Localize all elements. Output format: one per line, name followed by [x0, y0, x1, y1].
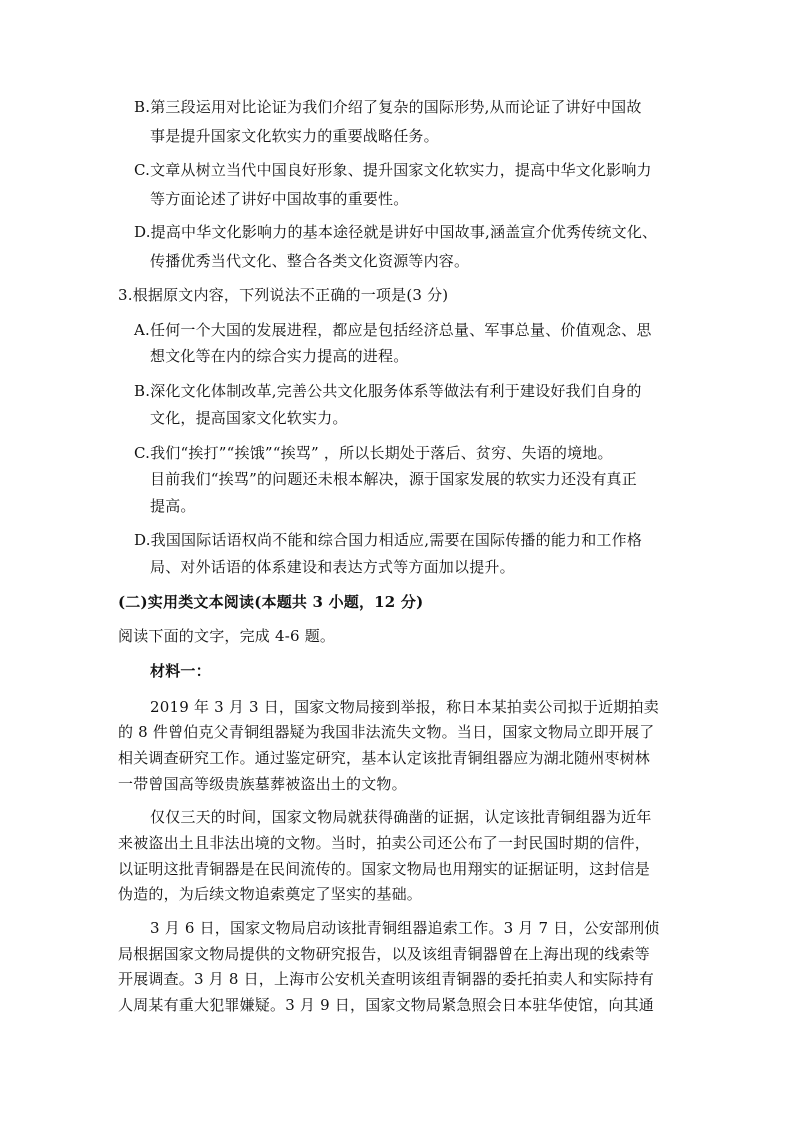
material-one-heading: 材料一：	[150, 662, 211, 680]
option-c-line-2: 等方面论述了讲好中国故事的重要性。	[150, 190, 409, 208]
option-b-line-1: B.第三段运用对比论证为我们介绍了复杂的国际形势,从而论证了讲好中国故	[134, 98, 642, 116]
paragraph-1-line-4: 一带曾国高等级贵族墓葬被盗出土的文物。	[118, 775, 407, 793]
option-d-line-2: 传播优秀当代文化、整合各类文化资源等内容。	[150, 252, 470, 270]
paragraph-3-line-3: 开展调查。3 月 8 日，上海市公安机关查明该组青铜器的委托拍卖人和实际持有	[118, 970, 654, 988]
paragraph-2-line-2: 来被盗出土且非法出境的文物。当时，拍卖公司还公布了一封民国时期的信件，	[118, 834, 651, 852]
option-b-line-2: 事是提升国家文化软实力的重要战略任务。	[150, 127, 439, 145]
paragraph-2-line-1: 仅仅三天的时间，国家文物局就获得确凿的证据，认定该批青铜组器为近年	[150, 808, 652, 826]
paragraph-3-line-2: 局根据国家文物局提供的文物研究报告，以及该组青铜器曾在上海出现的线索等	[118, 945, 651, 963]
q3-option-d-line-2: 局、对外话语的体系建设和表达方式等方面加以提升。	[150, 558, 515, 576]
paragraph-1-line-3: 相关调查研究工作。通过鉴定研究，基本认定该批青铜组器应为湖北随州枣树林	[118, 749, 651, 767]
q3-option-b-line-2: 文化，提高国家文化软实力。	[150, 409, 348, 427]
paragraph-2-line-4: 伪造的，为后续文物追索奠定了坚实的基础。	[118, 885, 423, 903]
q3-option-c-line-2: 目前我们“挨骂”的问题还未根本解决，源于国家发展的软实力还没有真正	[150, 470, 637, 488]
option-d-line-1: D.提高中华文化影响力的基本途径就是讲好中国故事,涵盖宣介优秀传统文化、	[134, 223, 658, 241]
paragraph-1-line-2: 的 8 件曾伯克父青铜组器疑为我国非法流失文物。当日，国家文物局立即开展了	[118, 723, 655, 741]
instruction: 阅读下面的文字，完成 4-6 题。	[118, 627, 336, 645]
paragraph-1-line-1: 2019 年 3 月 3 日，国家文物局接到举报，称日本某拍卖公司拟于近期拍卖	[150, 698, 659, 716]
paragraph-2-line-3: 以证明这批青铜器是在民间流传的。国家文物局也用翔实的证据证明，这封信是	[118, 860, 651, 878]
option-c-line-1: C.文章从树立当代中国良好形象、提升国家文化软实力，提高中华文化影响力	[134, 161, 652, 179]
paragraph-3-line-4: 人周某有重大犯罪嫌疑。3 月 9 日，国家文物局紧急照会日本驻华使馆，向其通	[118, 996, 654, 1014]
section-heading: (二)实用类文本阅读(本题共 3 小题，12 分)	[118, 593, 424, 611]
paragraph-3-line-1: 3 月 6 日，国家文物局启动该批青铜组器追索工作。3 月 7 日，公安部刑侦	[150, 919, 660, 937]
q3-option-b-line-1: B.深化文化体制改革,完善公共文化服务体系等做法有利于建设好我们自身的	[134, 382, 642, 400]
question-3-stem: 3.根据原文内容，下列说法不正确的一项是(3 分)	[118, 286, 449, 304]
q3-option-d-line-1: D.我国国际话语权尚不能和综合国力相适应,需要在国际传播的能力和工作格	[134, 531, 643, 549]
q3-option-a-line-1: A.任何一个大国的发展进程，都应是包括经济总量、军事总量、价值观念、思	[134, 321, 652, 339]
q3-option-c-line-3: 提高。	[150, 497, 196, 515]
q3-option-c-line-1: C.我们“挨打”“挨饿”“挨骂” ，所以长期处于落后、贫穷、失语的境地。	[134, 444, 613, 462]
q3-option-a-line-2: 想文化等在内的综合实力提高的进程。	[150, 347, 409, 365]
